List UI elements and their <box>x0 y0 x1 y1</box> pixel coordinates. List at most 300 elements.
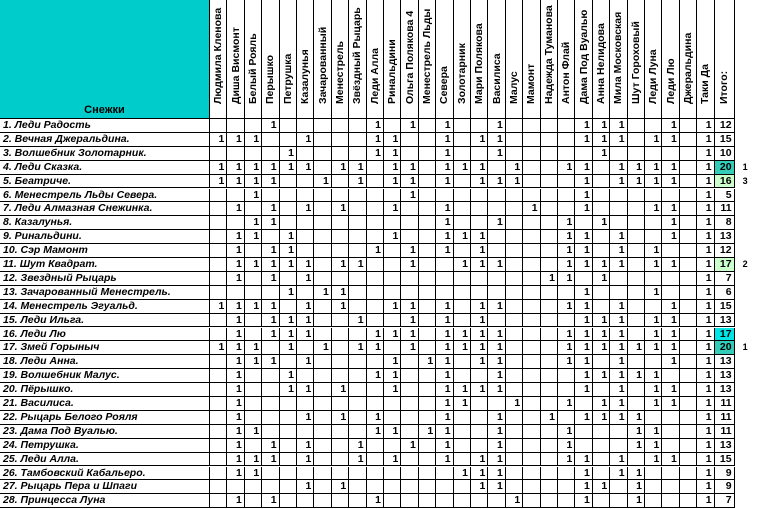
value-cell[interactable]: 1 <box>262 300 279 314</box>
value-cell[interactable] <box>523 175 540 189</box>
value-cell[interactable]: 1 <box>384 161 401 175</box>
value-cell[interactable] <box>314 467 331 481</box>
value-cell[interactable] <box>419 411 436 425</box>
value-cell[interactable]: 1 <box>227 467 244 481</box>
value-cell[interactable] <box>349 494 366 508</box>
value-cell[interactable] <box>332 272 349 286</box>
value-cell[interactable]: 1 <box>210 133 227 147</box>
value-cell[interactable] <box>541 383 558 397</box>
value-cell[interactable]: 1 <box>401 161 418 175</box>
value-cell[interactable] <box>680 175 697 189</box>
value-cell[interactable] <box>245 202 262 216</box>
value-cell[interactable]: 1 <box>593 119 610 133</box>
value-cell[interactable] <box>401 272 418 286</box>
value-cell[interactable] <box>488 397 505 411</box>
value-cell[interactable] <box>523 328 540 342</box>
value-cell[interactable] <box>349 480 366 494</box>
value-cell[interactable] <box>471 216 488 230</box>
value-cell[interactable] <box>680 202 697 216</box>
value-cell[interactable] <box>610 202 627 216</box>
value-cell[interactable]: 1 <box>367 369 384 383</box>
value-cell[interactable]: 1 <box>262 314 279 328</box>
value-cell[interactable]: 1 <box>436 425 453 439</box>
value-cell[interactable] <box>349 216 366 230</box>
value-cell[interactable] <box>454 244 471 258</box>
value-cell[interactable] <box>349 300 366 314</box>
value-cell[interactable]: 1 <box>384 147 401 161</box>
value-cell[interactable] <box>541 314 558 328</box>
value-cell[interactable]: 1 <box>401 119 418 133</box>
value-cell[interactable] <box>662 286 679 300</box>
value-cell[interactable] <box>558 133 575 147</box>
value-cell[interactable] <box>593 161 610 175</box>
value-cell[interactable] <box>314 369 331 383</box>
value-cell[interactable] <box>558 147 575 161</box>
value-cell[interactable] <box>419 230 436 244</box>
value-cell[interactable] <box>367 355 384 369</box>
value-cell[interactable]: 1 <box>332 258 349 272</box>
value-cell[interactable] <box>593 286 610 300</box>
value-cell[interactable] <box>280 216 297 230</box>
value-cell[interactable] <box>680 216 697 230</box>
value-cell[interactable] <box>506 133 523 147</box>
value-cell[interactable] <box>628 314 645 328</box>
value-cell[interactable] <box>506 147 523 161</box>
value-cell[interactable]: 1 <box>610 133 627 147</box>
value-cell[interactable] <box>280 397 297 411</box>
value-cell[interactable]: 1 <box>436 439 453 453</box>
value-cell[interactable] <box>332 147 349 161</box>
value-cell[interactable] <box>628 258 645 272</box>
value-cell[interactable] <box>349 189 366 203</box>
value-cell[interactable] <box>210 286 227 300</box>
row-name-cell[interactable]: 16. Леди Лю <box>0 328 210 342</box>
value-cell[interactable] <box>523 258 540 272</box>
value-cell[interactable]: 1 <box>297 272 314 286</box>
value-cell[interactable] <box>523 494 540 508</box>
value-cell[interactable] <box>541 480 558 494</box>
value-cell[interactable] <box>680 147 697 161</box>
value-cell[interactable]: 1 <box>297 411 314 425</box>
value-cell[interactable] <box>680 480 697 494</box>
value-cell[interactable] <box>610 480 627 494</box>
total-cell[interactable]: 6 <box>715 286 735 300</box>
value-cell[interactable] <box>332 189 349 203</box>
value-cell[interactable] <box>471 286 488 300</box>
value-cell[interactable] <box>558 480 575 494</box>
row-name-cell[interactable]: 21. Василиса. <box>0 397 210 411</box>
value-cell[interactable] <box>401 133 418 147</box>
value-cell[interactable]: 1 <box>384 355 401 369</box>
value-cell[interactable] <box>541 202 558 216</box>
value-cell[interactable] <box>297 216 314 230</box>
value-cell[interactable] <box>314 494 331 508</box>
value-cell[interactable] <box>506 425 523 439</box>
value-cell[interactable]: 1 <box>488 300 505 314</box>
value-cell[interactable]: 1 <box>471 175 488 189</box>
value-cell[interactable] <box>628 133 645 147</box>
value-cell[interactable] <box>610 425 627 439</box>
value-cell[interactable]: 1 <box>488 216 505 230</box>
value-cell[interactable] <box>610 189 627 203</box>
value-cell[interactable]: 1 <box>314 341 331 355</box>
value-cell[interactable]: 1 <box>384 369 401 383</box>
value-cell[interactable] <box>245 119 262 133</box>
value-cell[interactable]: 1 <box>436 300 453 314</box>
value-cell[interactable]: 1 <box>262 202 279 216</box>
column-header[interactable] <box>262 0 279 119</box>
value-cell[interactable]: 1 <box>697 439 714 453</box>
value-cell[interactable]: 1 <box>645 453 662 467</box>
value-cell[interactable]: 1 <box>349 175 366 189</box>
value-cell[interactable]: 1 <box>297 328 314 342</box>
column-header[interactable] <box>332 0 349 119</box>
value-cell[interactable]: 1 <box>280 369 297 383</box>
value-cell[interactable] <box>314 189 331 203</box>
value-cell[interactable] <box>280 300 297 314</box>
value-cell[interactable] <box>349 272 366 286</box>
value-cell[interactable]: 1 <box>367 341 384 355</box>
value-cell[interactable] <box>454 494 471 508</box>
value-cell[interactable] <box>506 202 523 216</box>
value-cell[interactable] <box>210 328 227 342</box>
value-cell[interactable] <box>436 286 453 300</box>
value-cell[interactable] <box>280 453 297 467</box>
value-cell[interactable]: 1 <box>488 439 505 453</box>
value-cell[interactable] <box>506 480 523 494</box>
value-cell[interactable] <box>419 314 436 328</box>
value-cell[interactable]: 1 <box>297 133 314 147</box>
value-cell[interactable] <box>332 453 349 467</box>
value-cell[interactable]: 1 <box>610 314 627 328</box>
value-cell[interactable]: 1 <box>558 258 575 272</box>
value-cell[interactable]: 1 <box>645 244 662 258</box>
value-cell[interactable] <box>314 119 331 133</box>
value-cell[interactable] <box>332 314 349 328</box>
value-cell[interactable] <box>262 480 279 494</box>
value-cell[interactable] <box>680 453 697 467</box>
value-cell[interactable]: 1 <box>645 383 662 397</box>
value-cell[interactable] <box>349 369 366 383</box>
value-cell[interactable] <box>645 300 662 314</box>
value-cell[interactable] <box>488 244 505 258</box>
value-cell[interactable] <box>541 286 558 300</box>
value-cell[interactable]: 1 <box>488 119 505 133</box>
value-cell[interactable]: 1 <box>436 369 453 383</box>
value-cell[interactable]: 1 <box>575 383 592 397</box>
column-header[interactable] <box>697 0 714 119</box>
value-cell[interactable]: 1 <box>645 161 662 175</box>
value-cell[interactable] <box>523 314 540 328</box>
value-cell[interactable] <box>593 175 610 189</box>
total-cell[interactable]: 11 <box>715 397 735 411</box>
value-cell[interactable] <box>454 216 471 230</box>
value-cell[interactable] <box>454 133 471 147</box>
value-cell[interactable]: 1 <box>645 314 662 328</box>
value-cell[interactable] <box>401 369 418 383</box>
total-cell[interactable]: 11 <box>715 425 735 439</box>
value-cell[interactable] <box>367 202 384 216</box>
value-cell[interactable] <box>628 328 645 342</box>
value-cell[interactable] <box>436 258 453 272</box>
value-cell[interactable]: 1 <box>575 494 592 508</box>
value-cell[interactable]: 1 <box>697 161 714 175</box>
value-cell[interactable] <box>210 119 227 133</box>
value-cell[interactable] <box>349 244 366 258</box>
value-cell[interactable] <box>332 369 349 383</box>
value-cell[interactable]: 1 <box>593 258 610 272</box>
value-cell[interactable]: 1 <box>384 383 401 397</box>
value-cell[interactable]: 1 <box>262 161 279 175</box>
value-cell[interactable] <box>523 272 540 286</box>
value-cell[interactable] <box>645 216 662 230</box>
value-cell[interactable] <box>210 411 227 425</box>
value-cell[interactable]: 1 <box>401 341 418 355</box>
value-cell[interactable] <box>280 480 297 494</box>
value-cell[interactable] <box>593 244 610 258</box>
value-cell[interactable] <box>506 189 523 203</box>
value-cell[interactable] <box>384 439 401 453</box>
value-cell[interactable]: 1 <box>593 341 610 355</box>
value-cell[interactable]: 1 <box>662 300 679 314</box>
value-cell[interactable]: 1 <box>645 286 662 300</box>
value-cell[interactable]: 1 <box>697 133 714 147</box>
value-cell[interactable] <box>367 453 384 467</box>
value-cell[interactable] <box>628 189 645 203</box>
value-cell[interactable] <box>349 397 366 411</box>
value-cell[interactable] <box>523 355 540 369</box>
value-cell[interactable] <box>227 480 244 494</box>
value-cell[interactable]: 1 <box>575 369 592 383</box>
value-cell[interactable] <box>523 161 540 175</box>
value-cell[interactable] <box>419 328 436 342</box>
value-cell[interactable] <box>506 286 523 300</box>
value-cell[interactable]: 1 <box>558 216 575 230</box>
value-cell[interactable]: 1 <box>593 314 610 328</box>
value-cell[interactable] <box>488 189 505 203</box>
value-cell[interactable]: 1 <box>280 230 297 244</box>
value-cell[interactable]: 1 <box>454 397 471 411</box>
value-cell[interactable] <box>227 147 244 161</box>
value-cell[interactable]: 1 <box>367 244 384 258</box>
value-cell[interactable]: 1 <box>575 314 592 328</box>
value-cell[interactable]: 1 <box>488 453 505 467</box>
value-cell[interactable] <box>262 341 279 355</box>
value-cell[interactable] <box>662 480 679 494</box>
value-cell[interactable]: 1 <box>488 175 505 189</box>
value-cell[interactable] <box>680 189 697 203</box>
value-cell[interactable] <box>523 453 540 467</box>
value-cell[interactable] <box>454 119 471 133</box>
value-cell[interactable] <box>297 119 314 133</box>
value-cell[interactable] <box>210 244 227 258</box>
row-name-cell[interactable]: 13. Зачарованный Менестрель. <box>0 286 210 300</box>
value-cell[interactable]: 1 <box>488 341 505 355</box>
value-cell[interactable]: 1 <box>610 453 627 467</box>
value-cell[interactable] <box>419 161 436 175</box>
value-cell[interactable] <box>349 230 366 244</box>
value-cell[interactable]: 1 <box>245 189 262 203</box>
value-cell[interactable]: 1 <box>610 355 627 369</box>
value-cell[interactable] <box>541 189 558 203</box>
value-cell[interactable] <box>454 480 471 494</box>
value-cell[interactable] <box>662 425 679 439</box>
value-cell[interactable] <box>680 244 697 258</box>
value-cell[interactable]: 1 <box>245 258 262 272</box>
value-cell[interactable] <box>314 133 331 147</box>
value-cell[interactable] <box>610 494 627 508</box>
value-cell[interactable] <box>680 397 697 411</box>
value-cell[interactable] <box>367 397 384 411</box>
value-cell[interactable] <box>419 147 436 161</box>
value-cell[interactable] <box>314 161 331 175</box>
value-cell[interactable]: 1 <box>401 258 418 272</box>
value-cell[interactable] <box>680 439 697 453</box>
value-cell[interactable]: 1 <box>488 383 505 397</box>
value-cell[interactable] <box>506 369 523 383</box>
value-cell[interactable] <box>575 147 592 161</box>
total-cell[interactable]: 17 <box>715 328 735 342</box>
value-cell[interactable]: 1 <box>662 341 679 355</box>
value-cell[interactable] <box>419 369 436 383</box>
value-cell[interactable] <box>610 147 627 161</box>
value-cell[interactable]: 1 <box>488 355 505 369</box>
row-name-cell[interactable]: 22. Рыцарь Белого Рояля <box>0 411 210 425</box>
value-cell[interactable] <box>297 369 314 383</box>
column-header[interactable] <box>471 0 488 119</box>
value-cell[interactable]: 1 <box>227 161 244 175</box>
value-cell[interactable] <box>593 439 610 453</box>
value-cell[interactable] <box>488 272 505 286</box>
value-cell[interactable]: 1 <box>662 119 679 133</box>
value-cell[interactable] <box>332 119 349 133</box>
value-cell[interactable]: 1 <box>610 244 627 258</box>
value-cell[interactable] <box>454 286 471 300</box>
value-cell[interactable]: 1 <box>593 397 610 411</box>
value-cell[interactable] <box>523 133 540 147</box>
value-cell[interactable] <box>384 189 401 203</box>
total-cell[interactable]: 15 <box>715 133 735 147</box>
value-cell[interactable]: 1 <box>297 202 314 216</box>
value-cell[interactable]: 1 <box>506 494 523 508</box>
value-cell[interactable]: 1 <box>471 230 488 244</box>
value-cell[interactable]: 1 <box>610 300 627 314</box>
value-cell[interactable]: 1 <box>697 272 714 286</box>
value-cell[interactable] <box>680 119 697 133</box>
value-cell[interactable]: 1 <box>280 286 297 300</box>
value-cell[interactable]: 1 <box>645 202 662 216</box>
value-cell[interactable] <box>419 383 436 397</box>
value-cell[interactable] <box>401 383 418 397</box>
value-cell[interactable] <box>349 355 366 369</box>
value-cell[interactable] <box>401 453 418 467</box>
value-cell[interactable]: 1 <box>401 189 418 203</box>
value-cell[interactable]: 1 <box>628 175 645 189</box>
value-cell[interactable]: 1 <box>628 439 645 453</box>
value-cell[interactable] <box>523 467 540 481</box>
value-cell[interactable] <box>384 341 401 355</box>
value-cell[interactable] <box>245 369 262 383</box>
value-cell[interactable] <box>210 467 227 481</box>
value-cell[interactable]: 1 <box>488 328 505 342</box>
value-cell[interactable] <box>662 467 679 481</box>
row-name-cell[interactable]: 10. Сэр Мамонт <box>0 244 210 258</box>
value-cell[interactable] <box>367 439 384 453</box>
value-cell[interactable] <box>245 272 262 286</box>
column-header[interactable] <box>210 0 227 119</box>
value-cell[interactable] <box>645 411 662 425</box>
value-cell[interactable] <box>523 480 540 494</box>
value-cell[interactable] <box>575 439 592 453</box>
value-cell[interactable] <box>280 189 297 203</box>
value-cell[interactable] <box>297 230 314 244</box>
value-cell[interactable]: 1 <box>506 397 523 411</box>
value-cell[interactable] <box>245 314 262 328</box>
value-cell[interactable]: 1 <box>280 244 297 258</box>
value-cell[interactable] <box>227 119 244 133</box>
value-cell[interactable] <box>628 202 645 216</box>
value-cell[interactable]: 1 <box>662 230 679 244</box>
value-cell[interactable] <box>245 439 262 453</box>
value-cell[interactable]: 1 <box>245 453 262 467</box>
value-cell[interactable]: 1 <box>488 258 505 272</box>
row-name-cell[interactable]: 17. Змей Горыныч <box>0 341 210 355</box>
value-cell[interactable]: 1 <box>471 258 488 272</box>
row-name-cell[interactable]: 26. Тамбовский Кабальеро. <box>0 467 210 481</box>
value-cell[interactable] <box>628 119 645 133</box>
column-header[interactable] <box>523 0 540 119</box>
value-cell[interactable]: 1 <box>697 175 714 189</box>
value-cell[interactable] <box>332 494 349 508</box>
value-cell[interactable]: 1 <box>558 341 575 355</box>
value-cell[interactable] <box>541 494 558 508</box>
value-cell[interactable] <box>280 439 297 453</box>
value-cell[interactable] <box>349 133 366 147</box>
value-cell[interactable] <box>419 467 436 481</box>
value-cell[interactable] <box>471 202 488 216</box>
value-cell[interactable]: 1 <box>227 341 244 355</box>
value-cell[interactable] <box>245 411 262 425</box>
value-cell[interactable]: 1 <box>506 161 523 175</box>
value-cell[interactable]: 1 <box>384 202 401 216</box>
value-cell[interactable] <box>367 314 384 328</box>
value-cell[interactable] <box>593 355 610 369</box>
value-cell[interactable]: 1 <box>349 453 366 467</box>
value-cell[interactable] <box>367 383 384 397</box>
value-cell[interactable] <box>367 161 384 175</box>
value-cell[interactable]: 1 <box>436 133 453 147</box>
value-cell[interactable] <box>262 147 279 161</box>
value-cell[interactable] <box>245 286 262 300</box>
value-cell[interactable]: 1 <box>575 202 592 216</box>
value-cell[interactable] <box>575 397 592 411</box>
value-cell[interactable]: 1 <box>245 300 262 314</box>
value-cell[interactable]: 1 <box>401 175 418 189</box>
value-cell[interactable] <box>558 383 575 397</box>
column-header[interactable] <box>558 0 575 119</box>
column-header[interactable] <box>245 0 262 119</box>
value-cell[interactable] <box>610 286 627 300</box>
value-cell[interactable] <box>558 119 575 133</box>
column-header[interactable] <box>314 0 331 119</box>
value-cell[interactable] <box>523 439 540 453</box>
value-cell[interactable]: 1 <box>610 383 627 397</box>
value-cell[interactable] <box>506 119 523 133</box>
value-cell[interactable]: 1 <box>367 147 384 161</box>
value-cell[interactable] <box>314 453 331 467</box>
value-cell[interactable] <box>210 147 227 161</box>
value-cell[interactable]: 1 <box>227 439 244 453</box>
